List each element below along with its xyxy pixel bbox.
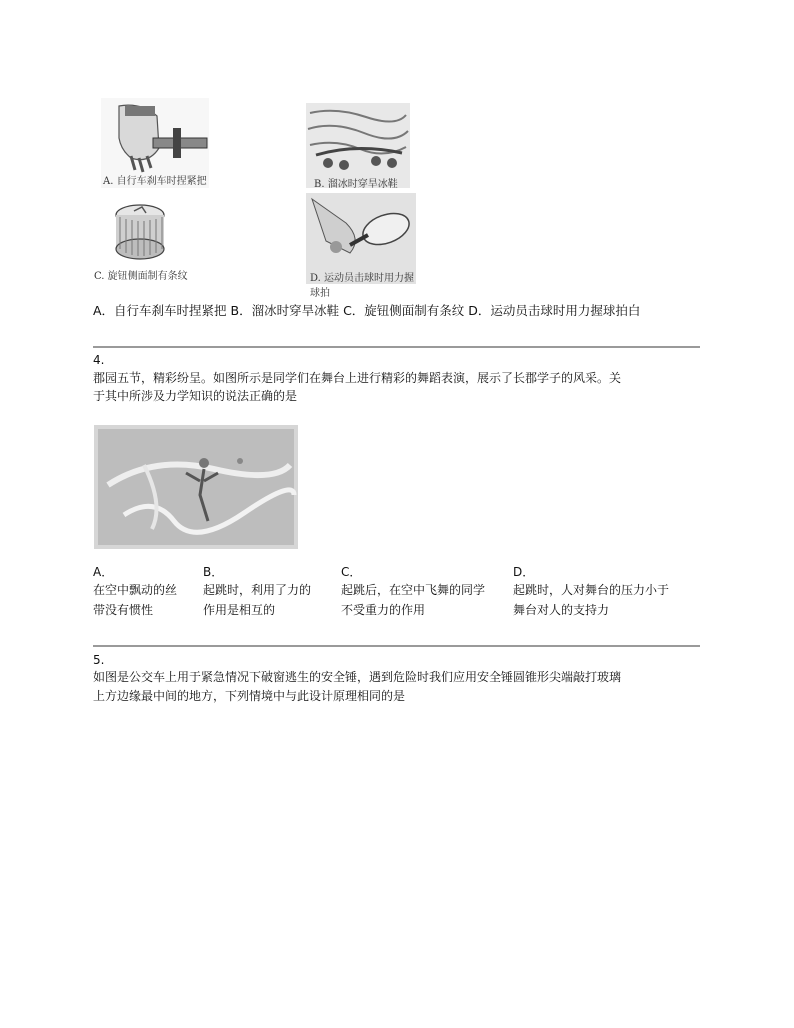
question-stem: 上方边缘最中间的地方，下列情境中与此设计原理相同的是 (93, 689, 406, 703)
question-stem: 如图是公交车上用于紧急情况下破窗逃生的安全锤，遇到危险时我们应用安全锤圆锥形尖端敲打玻璃 (93, 670, 622, 684)
option-letter: C． (341, 565, 362, 579)
figure-caption: B. 溜冰时穿旱冰鞋 (314, 179, 398, 190)
q3-options-line: A．自行车刹车时捏紧把 B．溜冰时穿旱冰鞋 C．旋钮侧面制有条纹 D．运动员击球时用力握球拍白 (93, 303, 641, 318)
dance-illustration (94, 425, 298, 549)
option-text: 起跳时，利用了力的 (203, 583, 312, 597)
figure-c-knob (94, 193, 206, 284)
divider (93, 645, 700, 647)
option-letter: A． (93, 565, 114, 579)
figure-dance-performance (94, 425, 298, 549)
option-text: 作用是相互的 (203, 603, 276, 617)
figure-caption: D. 运动员击球时用力握球拍 (310, 273, 415, 299)
figure-caption: C. 旋钮侧面制有条纹 (94, 271, 188, 282)
option-text: 带没有惯性 (93, 603, 154, 617)
option-text: 不受重力的作用 (341, 603, 426, 617)
figure-caption: A. 自行车刹车时捏紧把 (103, 176, 207, 187)
option-letter: B． (203, 565, 224, 579)
question-number: 5. (93, 653, 105, 667)
question-stem: 于其中所涉及力学知识的说法正确的是 (93, 389, 298, 403)
option-letter: D． (513, 565, 535, 579)
option-d[interactable] (513, 563, 699, 620)
divider (93, 346, 700, 348)
option-text: 起跳后，在空中飞舞的同学 (341, 583, 486, 597)
option-text: 在空中飘动的丝 (93, 583, 178, 597)
figure-b-roller-skates (306, 103, 410, 188)
question-number: 4. (93, 353, 105, 367)
option-b[interactable] (203, 563, 335, 620)
option-a[interactable] (93, 563, 199, 620)
figure-a-bicycle-brake (101, 98, 209, 188)
option-text: 起跳时，人对舞台的压力小于 (513, 583, 670, 597)
option-c[interactable] (341, 563, 509, 620)
option-text: 舞台对人的支持力 (513, 603, 610, 617)
question-stem: 郡园五节，精彩纷呈。如图所示是同学们在舞台上进行精彩的舞蹈表演，展示了长郡学子的风采。关 (93, 371, 622, 385)
figure-d-racket (306, 193, 416, 299)
